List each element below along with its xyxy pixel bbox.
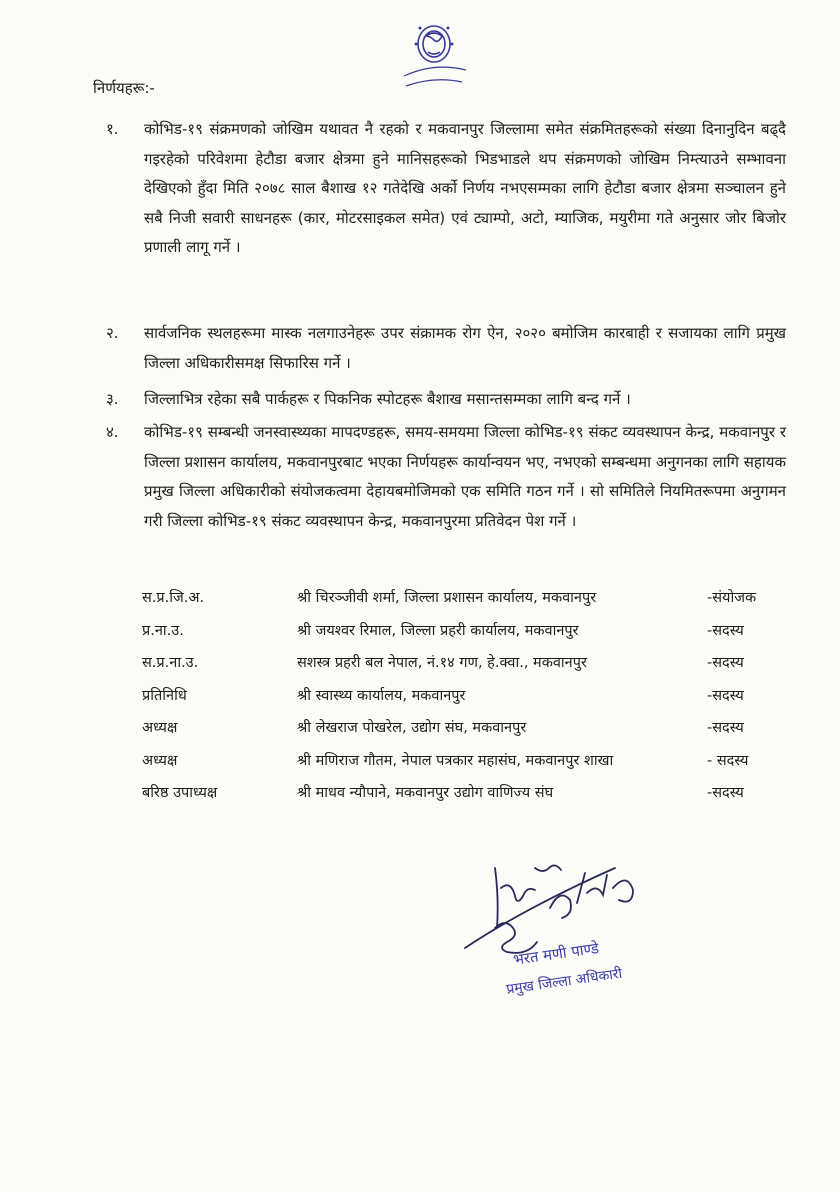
member-name: श्री स्वास्थ्य कार्यालय, मकवानपुर <box>297 687 466 704</box>
member-role: -सदस्य <box>707 655 744 671</box>
signatory-title: प्रमुख जिल्ला अधिकारी <box>505 965 624 998</box>
member-name: सशस्त्र प्रहरी बल नेपाल, नं.१४ गण, हे.क्वा., मकवानपुर <box>297 655 587 671</box>
committee-row <box>142 680 792 713</box>
member-post: बरिष्ठ उपाध्यक्ष <box>142 785 218 801</box>
decision-text: कोभिड-१९ सम्बन्धी जनस्वास्थ्यका मापदण्डहरू, समय-समयमा जिल्ला कोभिड-१९ संकट व्यवस्थापन केन्द्र, मकवानपुर र जिल्ला प्रशासन कार्यालय, मकवानपुरबाट भएका निर्णयहरू कार्यान्वयन भए, नभएको सम्बन्धमा अनुगनका लागि सहायक प्रमुख जिल्ला अधिकारीको संयोजकत्वमा देहायबमोजिमको एक समिति गठन गर्ने । सो समितिले नियमितरूपमा अनुगमन गरी जिल्ला कोभिड-१९ संकट व्यवस्थापन केन्द्र, मकवानपुरमा प्रतिवेदन पेश गर्ने । <box>144 423 786 530</box>
member-post: प्रतिनिधि <box>142 687 187 704</box>
decision-item-4 <box>106 418 786 536</box>
committee-row <box>142 615 792 648</box>
decision-text: सार्वजनिक स्थलहरूमा मास्क नलगाउनेहरू उपर संक्रामक रोग ऐन, २०२० बमोजिम कारबाही र सजायका लागि प्रमुख जिल्ला अधिकारीसमक्ष सिफारिस गर्ने । <box>144 324 786 372</box>
handwritten-signature <box>455 848 695 1018</box>
decision-text: कोभिड-१९ संक्रमणको जोखिम यथावत नै रहको र मकवानपुर जिल्लामा समेत संक्रमितहरूको संख्या दिनानुदिन बढ्दै गइरहेको परिवेशमा हेटौडा बजार क्षेत्रमा हुने मानिसहरूको भिडभाडले थप संक्रमणको जोखिम निम्त्याउने सम्भावना देखिएको हुँदा मिति २०७८ साल बैशाख १२ गतेदेखि अर्को निर्णय नभएसम्मका लागि हेटौडा बजार क्षेत्रमा सञ्चालन हुने सबै निजी सवारी साधनहरू (कार, मोटरसाइकल समेत) एवं ट्याम्पो, अटो, म्याजिक, मयुरीमा गते अनुसार जोर बिजोर प्रणाली लागू गर्ने । <box>144 120 786 256</box>
member-role: -सदस्य <box>707 785 744 801</box>
member-name: श्री माधव न्यौपाने, मकवानपुर उद्योग वाणिज्य संघ <box>297 785 554 801</box>
decision-number: २. <box>106 324 119 342</box>
member-role: -सदस्य <box>707 687 744 704</box>
signatory-name: भरत मणी पाण्डे <box>512 939 600 969</box>
member-post: अध्यक्ष <box>142 720 178 736</box>
decision-number: १. <box>106 120 119 138</box>
committee-row <box>142 712 792 745</box>
member-post: अध्यक्ष <box>142 752 178 769</box>
member-post: स.प्र.जि.अ. <box>142 590 205 606</box>
committee-row <box>142 647 792 680</box>
decision-number: ३. <box>106 390 119 408</box>
committee-row <box>142 582 792 615</box>
decision-item-3 <box>106 385 786 415</box>
member-role: -सदस्य <box>707 622 744 639</box>
decision-item-2 <box>106 319 786 378</box>
member-name: श्री जयश्वर रिमाल, जिल्ला प्रहरी कार्यालय, मकवानपुर <box>297 622 579 639</box>
decision-text: जिल्लाभित्र रहेका सबै पार्कहरू र पिकनिक स्पोटहरू बैशाख मसान्तसम्मका लागि बन्द गर्ने । <box>144 390 631 408</box>
decision-number: ४. <box>106 423 119 441</box>
committee-list <box>142 582 792 810</box>
office-seal-icon <box>386 14 486 94</box>
committee-row <box>142 745 792 778</box>
member-role: - सदस्य <box>707 752 749 769</box>
member-role: -संयोजक <box>707 590 757 606</box>
committee-row <box>142 777 792 810</box>
decisions-heading: निर्णयहरू:- <box>93 79 155 97</box>
member-post: प्र.ना.उ. <box>142 622 184 639</box>
member-name: श्री चिरञ्जीवी शर्मा, जिल्ला प्रशासन कार्यालय, मकवानपुर <box>297 590 597 606</box>
member-role: -सदस्य <box>707 720 744 736</box>
decision-item-1 <box>106 115 786 263</box>
member-name: श्री लेखराज पोखरेल, उद्योग संघ, मकवानपुर <box>297 720 527 736</box>
member-post: स.प्र.ना.उ. <box>142 655 199 671</box>
member-name: श्री मणिराज गौतम, नेपाल पत्रकार महासंघ, मकवानपुर शाखा <box>297 752 614 769</box>
